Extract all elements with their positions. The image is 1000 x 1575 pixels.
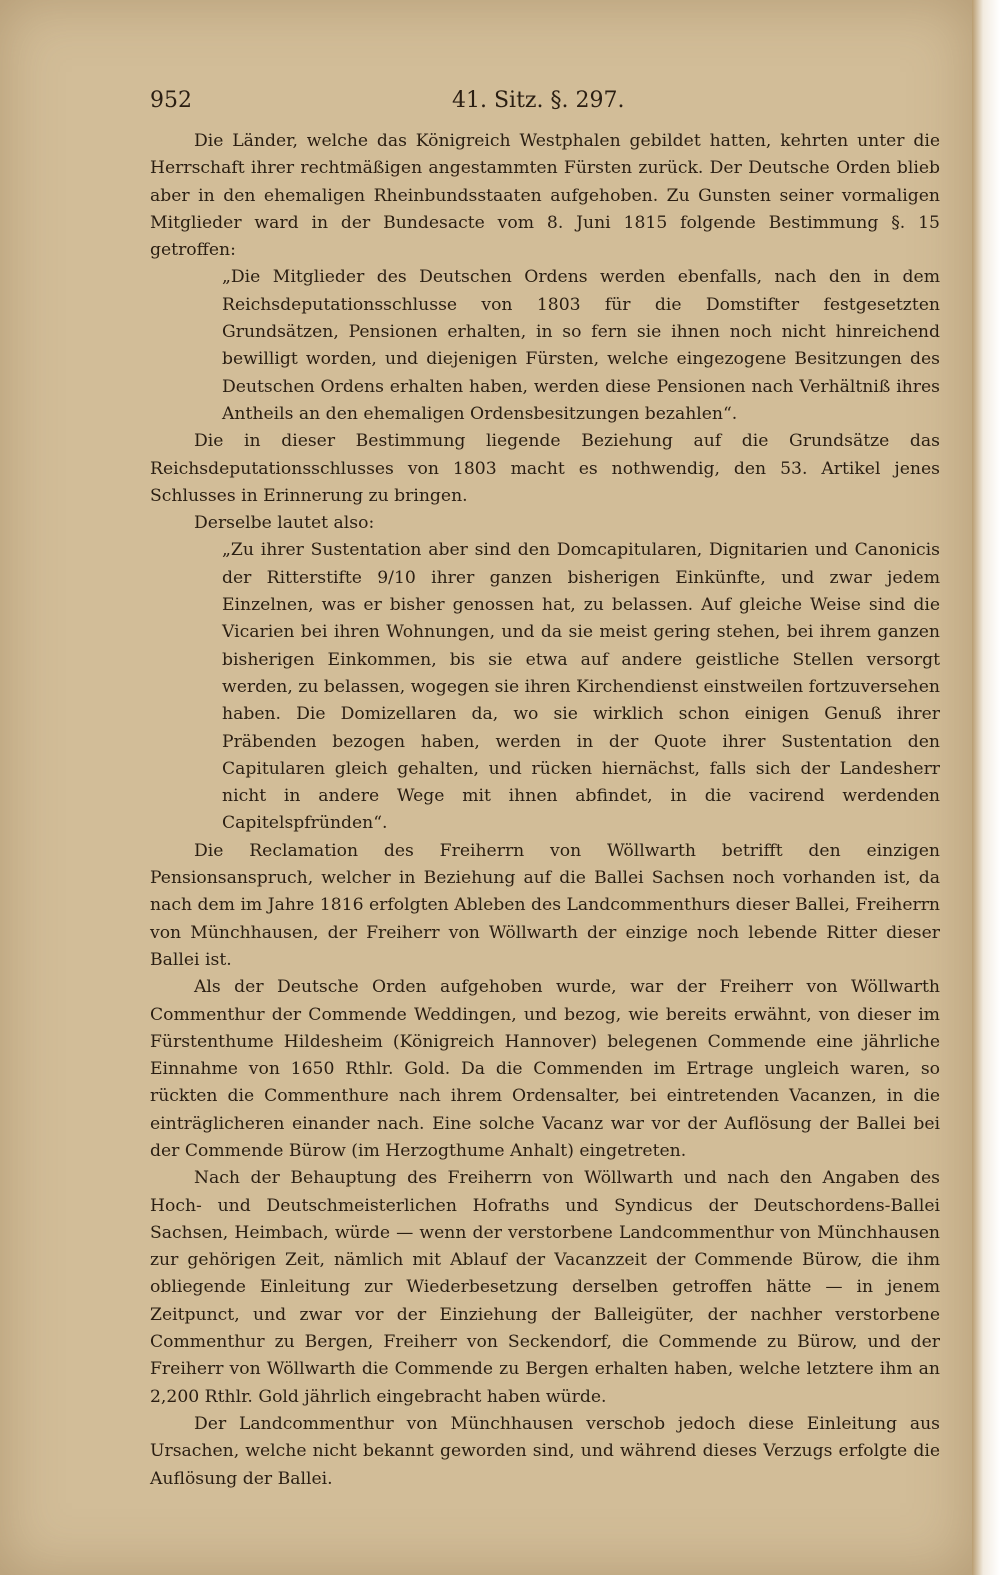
page-edge: [972, 0, 1000, 1575]
paragraph-1: Die Länder, welche das Königreich Westphalen gebildet hatten, kehrten unter die Herrschaft ihrer rechtmäßigen angestammten Fürsten zurück. Der Deutsche Orden blieb aber in den ehemaligen Rheinbundsstaaten aufgehoben. Zu Gunsten seiner vormaligen Mitglieder ward in der Bundesacte vom 8. Juni 1815 folgende Bestimmung §. 15 getroffen:: [150, 131, 940, 261]
paragraph-4: Die Reclamation des Freiherrn von Wöllwarth betrifft den einzigen Pensionsanspruch, welcher in Beziehung auf die Ballei Sachsen noch vorhanden ist, da nach dem im Jahre 1816 erfolgten Ableben des Landcommenthurs dieser Ballei, Freiherrn von Münchhausen, der Freiherr von Wöllwarth der einzige noch lebende Ritter dieser Ballei ist.: [150, 840, 940, 970]
quote-bundesacte: „Die Mitglieder des Deutschen Ordens werden ebenfalls, nach den in dem Reichsdeputationsschlusse von 1803 für die Domstifter festgesetzten Grundsätzen, Pensionen erhalten, in so fern sie ihnen noch nicht hinreichend bewilligt worden, und diejenigen Fürsten, welche eingezogene Besitzungen des Deutschen Ordens erhalten haben, werden diese Pensionen nach Verhältniß ihres Antheils an den ehemaligen Ordensbesitzungen bezahlen“.: [222, 267, 940, 424]
page-number: 952: [150, 88, 192, 113]
paragraph-6: Nach der Behauptung des Freiherrn von Wöllwarth und nach den Angaben des Hoch- und Deutschmeisterlichen Hofraths und Syndicus der Deutschordens-Ballei Sachsen, Heimbach, würde — wenn der verstorbene Landcommenthur von Münchhausen zur gehörigen Zeit, nämlich mit Ablauf der Vacanzzeit der Commende Bürow, die ihm obliegende Einleitung zur Wiederbesetzung derselben getroffen hätte — in jenem Zeitpunct, und zwar vor der Einziehung der Balleigüter, der nachher verstorbene Commenthur zu Bergen, Freiherr von Seckendorf, die Commende zu Bürow, und der Freiherr von Wöllwarth die Commende zu Bergen erhalten haben, welche letztere ihm an 2,200 Rthlr. Gold jährlich eingebracht haben würde.: [150, 1168, 940, 1407]
paragraph-3: Derselbe lautet also:: [194, 513, 375, 534]
page-header: [150, 88, 930, 120]
quote-article-53: „Zu ihrer Sustentation aber sind den Domcapitularen, Dignitarien und Canonicis der Ritterstifte 9/10 ihrer ganzen bisherigen Einkünfte, und zwar jedem Einzelnen, was er bisher genossen hat, zu belassen. Auf gleiche Weise sind die Vicarien bei ihren Wohnungen, und da sie meist gering stehen, bei ihrem ganzen bisherigen Einkommen, bis sie etwa auf andere geistliche Stellen versorgt werden, zu belassen, wogegen sie ihren Kirchendienst einstweilen fortzuversehen haben. Die Domizellaren da, wo sie wirklich schon einigen Genuß ihrer Präbenden bezogen haben, werden in der Quote ihrer Sustentation den Capitularen gleich gehalten, und rücken hiernächst, falls sich der Landesherr nicht in andere Wege mit ihnen abfindet, in die vacirend werdenden Capitelspfründen“.: [222, 540, 940, 834]
paragraph-7: Der Landcommenthur von Münchhausen verschob jedoch diese Einleitung aus Ursachen, welche nicht bekannt geworden sind, und während dieses Verzugs erfolgte die Auflösung der Ballei.: [150, 1413, 940, 1489]
paragraph-2: Die in dieser Bestimmung liegende Beziehung auf die Grundsätze das Reichsdeputationsschlusses von 1803 macht es nothwendig, den 53. Artikel jenes Schlusses in Erinnerung zu bringen.: [150, 431, 940, 506]
paragraph-5: Als der Deutsche Orden aufgehoben wurde, war der Freiherr von Wöllwarth Commenthur der Commende Weddingen, und bezog, wie bereits erwähnt, von dieser im Fürstenthume Hildesheim (Königreich Hannover) belegenen Commende eine jährliche Einnahme von 1650 Rthlr. Gold. Da die Commenden im Ertrage ungleich waren, so rückten die Commenthure nach ihrem Ordensalter, bei eintretenden Vacanzen, in die einträglicheren einander nach. Eine solche Vacanz war vor der Auflösung der Ballei bei der Commende Bürow (im Herzogthume Anhalt) eingetreten.: [150, 977, 940, 1161]
running-head: 41. Sitz. §. 297.: [452, 88, 625, 113]
body-text: [150, 128, 940, 1493]
